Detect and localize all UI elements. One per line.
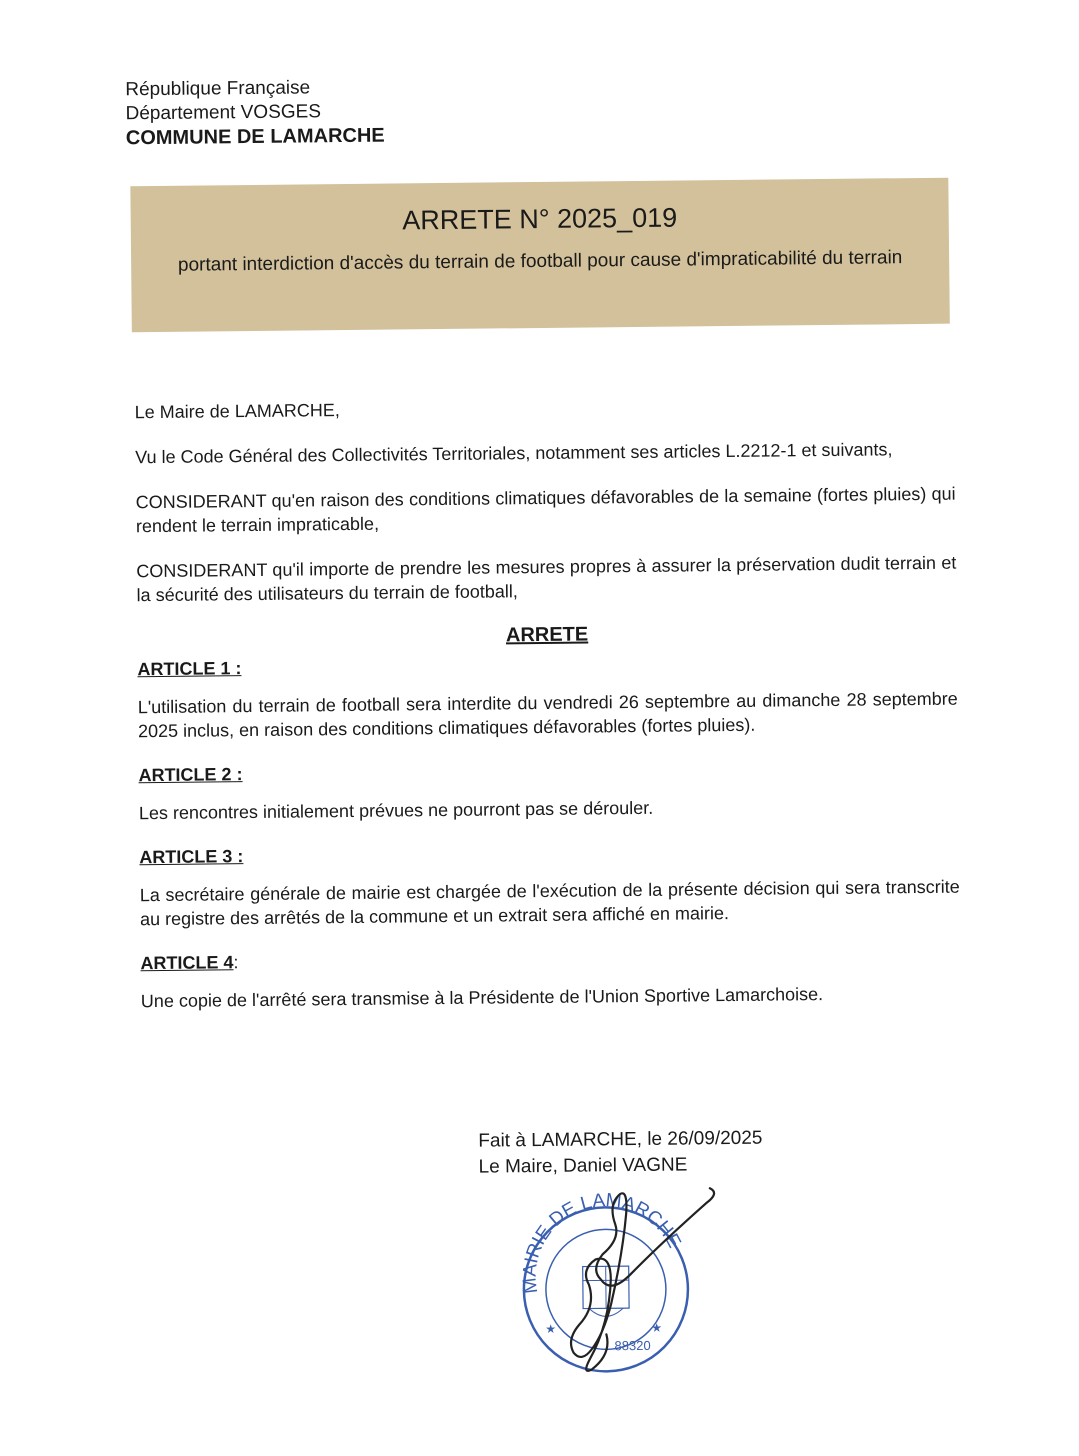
article-4-title-text: ARTICLE 4 (140, 952, 233, 973)
article-3-title (139, 837, 959, 870)
decree-subject: portant interdiction d'accès du terrain de football pour cause d'impraticabilité du terrain (155, 244, 925, 280)
arrete-heading: ARRETE (137, 619, 957, 652)
article-3-title-text: ARTICLE 3 : (139, 846, 243, 867)
article-1-text: L'utilisation du terrain de football sera interdite du vendredi 26 septembre au dimanche 28 septembre 2025 inclus, en raison des conditions climatiques défavorables (fortes pluies). (138, 687, 958, 744)
header-commune: COMMUNE DE LAMARCHE (126, 124, 385, 151)
mairie-seal-stamp (510, 1183, 742, 1385)
signature-place-date: Fait à LAMARCHE, le 26/09/2025 (478, 1126, 762, 1155)
seal-star-left: ★ (545, 1322, 556, 1336)
article-4-title-suffix: : (233, 952, 238, 972)
seal-star-right: ★ (651, 1321, 662, 1335)
issuer-header (125, 76, 385, 151)
header-departement: Département VOSGES (125, 100, 384, 127)
seal-arc-text (519, 1189, 686, 1295)
signature-signatory: Le Maire, Daniel VAGNE (478, 1152, 762, 1181)
article-1-title (137, 649, 957, 682)
seal-code: 88320 (614, 1338, 650, 1353)
article-2-title-text: ARTICLE 2 : (138, 764, 242, 785)
signature-block (478, 1126, 763, 1181)
decree-number: ARRETE N° 2025_019 (131, 198, 949, 241)
header-republique: République Française (125, 76, 384, 103)
seal-arc-path: MAIRIE DE LAMARCHE (519, 1189, 686, 1295)
article-4-text: Une copie de l'arrêté sera transmise à la Présidente de l'Union Sportive Lamarchoise. (141, 981, 961, 1014)
article-1-title-text: ARTICLE 1 : (137, 658, 241, 679)
decree-body (135, 392, 961, 1014)
article-2-text: Les rencontres initialement prévues ne pourront pas se dérouler. (139, 793, 959, 826)
article-4-title (140, 943, 960, 976)
mayor-line: Le Maire de LAMARCHE, (135, 392, 955, 425)
considerant-safety: CONSIDERANT qu'il importe de prendre les mesures propres à assurer la préservation dudit terrain et la sécurité des utilisateurs du terrain de football, (136, 551, 956, 608)
seal-graphic (519, 1189, 689, 1372)
decree-title-box (130, 178, 949, 333)
article-3-text: La secrétaire générale de mairie est chargée de l'exécution de la présente décision qui sera transcrite au registre des arrêtés de la commune et un extrait sera affiché en mairie. (140, 875, 960, 932)
article-2-title (138, 755, 958, 788)
legal-basis: Vu le Code Général des Collectivités Territoriales, notamment ses articles L.2212-1 et suivants, (135, 437, 955, 470)
considerant-weather: CONSIDERANT qu'en raison des conditions climatiques défavorables de la semaine (fortes pluies) qui rendent le terrain impraticable, (136, 482, 956, 539)
